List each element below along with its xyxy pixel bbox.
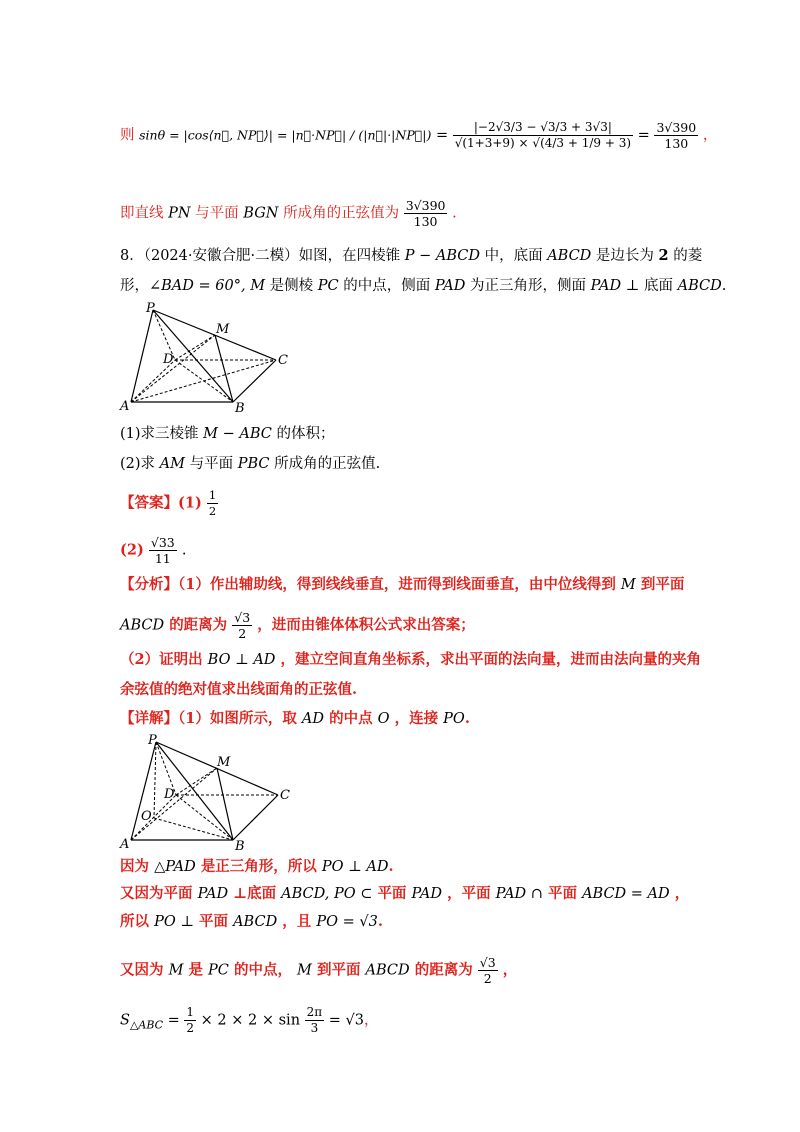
- detail-text: ，平面: [447, 885, 491, 902]
- answer-1-value: [207, 488, 218, 519]
- area-end: ，: [364, 1012, 379, 1029]
- answer-1-num: 1: [208, 488, 217, 502]
- label-b: B: [235, 401, 245, 415]
- side-length: 2: [658, 247, 669, 264]
- detail-text: （1）如图所示，取: [178, 710, 297, 727]
- sine-formula-line: 则 sinθ = |cos⟨n⃗, NP⃗⟩| = |n⃗·NP⃗| / (|n⃗|·|NP⃗|) = $\frac{|-2√3/3 - √3/3 + 3√3|}{√(1+3+9) \times √(4/3 + 1/9 + 3)}$ = $\frac{3√390}{130}$ ，: [120, 120, 718, 151]
- analysis-text: ，建立空间直角坐标系，求出平面的法向量，进而由法向量的夹角: [280, 651, 701, 668]
- detail-text: 平面: [377, 885, 407, 902]
- analysis-text: （2）证明出: [120, 651, 203, 668]
- pyramid-figure-1: [118, 300, 298, 415]
- answer-2-value: [149, 535, 177, 566]
- detail-text: .: [464, 710, 470, 727]
- edge-bc: [233, 360, 276, 402]
- analysis-line-3: [120, 650, 701, 670]
- face-pad: PAD: [197, 886, 229, 902]
- detail-text: 平面: [548, 885, 577, 902]
- distance-num: √3: [479, 955, 496, 970]
- answer-tag: 【答案】: [120, 494, 178, 512]
- label-o: O: [141, 809, 152, 824]
- problem-text: 是边长为: [595, 248, 654, 264]
- question-2: [120, 454, 380, 474]
- problem-text: .: [721, 278, 727, 294]
- distance-num: √3: [234, 610, 251, 625]
- edge-pa: [131, 742, 156, 840]
- distance-den: 2: [483, 971, 492, 986]
- detail-text: 的中点: [329, 710, 373, 727]
- po-perp: PO ⊥: [154, 914, 194, 930]
- detail-text: 是: [188, 961, 203, 979]
- sine-result-den: 130: [664, 136, 689, 151]
- segment-am: [131, 335, 215, 402]
- conclusion-text: 即直线: [120, 205, 164, 222]
- conclusion-line: [120, 198, 457, 229]
- analysis-line-2: [120, 610, 475, 641]
- point-o: O: [377, 711, 390, 727]
- base-name: ABCD: [365, 962, 410, 979]
- segment-dm: [176, 768, 217, 795]
- point-m: M: [168, 962, 184, 979]
- edge-pa: [131, 310, 153, 402]
- distance-m-value: [478, 955, 498, 986]
- segment-am-label: AM: [159, 456, 185, 472]
- label-c: C: [280, 788, 290, 803]
- segment-po: [154, 742, 156, 818]
- detail-line-5: [120, 955, 517, 986]
- label-m: M: [216, 322, 230, 337]
- detail-text: 又因为平面: [120, 885, 193, 902]
- plane-pbc: PBC: [237, 456, 270, 472]
- answer-1-prefix: (1): [178, 494, 202, 512]
- detail-text: .: [388, 858, 394, 875]
- base-name: ABCD: [233, 914, 278, 930]
- pyramid-name: P − ABCD: [404, 248, 480, 264]
- label-m: M: [217, 755, 231, 770]
- area-subscript: △ABC: [129, 1018, 164, 1032]
- detail-line-4: [120, 912, 383, 932]
- detail-text: ，连接: [394, 710, 439, 727]
- label-p: P: [146, 301, 155, 316]
- angle-den: 3: [310, 1021, 319, 1035]
- problem-text: 的中点，侧面: [343, 278, 431, 294]
- point-m: M: [297, 962, 312, 979]
- answer-2-num: √33: [150, 535, 175, 550]
- pyramid-figure-2: [118, 732, 298, 857]
- conclusion-value: [404, 198, 448, 229]
- analysis-text: 余弦值的绝对值求出线面角的正弦值.: [120, 681, 358, 698]
- conclusion-end: .: [452, 205, 457, 222]
- problem-text: 形，: [120, 278, 149, 294]
- po-perp-ad: PO ⊥ AD: [321, 859, 389, 875]
- conclusion-num: 3√390: [405, 198, 446, 213]
- analysis-text: 到平面: [640, 576, 685, 593]
- sine-big-fraction: [453, 120, 633, 151]
- sine-prefix: 则: [120, 127, 135, 144]
- analysis-distance: [232, 610, 252, 641]
- question-text: (2)求: [120, 456, 156, 472]
- edge-bc: [233, 795, 278, 840]
- po-length: PO = √3: [316, 914, 378, 930]
- detail-text: 的中点，: [233, 961, 292, 979]
- detail-text: 到平面: [316, 961, 361, 979]
- detail-text: ⊥底面: [233, 885, 277, 902]
- detail-line-3: [120, 884, 689, 904]
- detail-text: .: [377, 913, 383, 930]
- conclusion-text: 与平面: [195, 205, 239, 222]
- problem-line-1: [120, 246, 702, 266]
- sine-denominator: √(1+3+9) × √(4/3 + 1/9 + 3): [454, 136, 632, 150]
- detail-line-6: [120, 1005, 379, 1036]
- line-pn: PN: [168, 205, 191, 222]
- detail-text: 因为: [120, 858, 149, 875]
- detail-text: 又因为: [120, 961, 164, 979]
- problem-number: 8．: [120, 248, 144, 264]
- half-fraction: [184, 1005, 196, 1036]
- detail-text: ，且: [282, 913, 312, 930]
- problem-text: 的菱: [673, 248, 703, 264]
- area-result: = √3: [328, 1012, 365, 1029]
- answer-2-end: .: [181, 542, 187, 559]
- detail-text: 是正三角形，所以: [200, 858, 317, 875]
- angle-fraction: [305, 1005, 325, 1036]
- answer-line-2: [120, 535, 186, 566]
- tetra-name: M − ABC: [203, 426, 272, 442]
- analysis-tag: 【分析】: [120, 576, 178, 593]
- label-p: P: [148, 733, 157, 748]
- conclusion-text: 所成角的正弦值为: [283, 205, 400, 222]
- detail-text: 平面: [199, 913, 229, 930]
- label-a: A: [120, 837, 130, 852]
- angle-num: 2π: [306, 1005, 323, 1019]
- point-m: M: [620, 577, 636, 593]
- sine-result: [654, 120, 698, 151]
- sine-numerator: |−2√3/3 − √3/3 + 3√3|: [453, 120, 633, 136]
- label-a: A: [120, 399, 130, 414]
- question-text: 的体积；: [276, 426, 335, 442]
- base-name: ABCD: [677, 278, 722, 294]
- plane-abcd: ABCD: [120, 617, 165, 634]
- problem-text: 中，底面: [484, 248, 543, 264]
- question-text: 所成角的正弦值.: [274, 456, 381, 472]
- analysis-text: （1）作出辅助线，得到线线垂直，进而得到线面垂直，由中位线得到: [178, 576, 616, 593]
- segment-po: PO: [443, 711, 465, 727]
- answer-2-prefix: (2): [120, 541, 144, 559]
- conclusion-den: 130: [413, 214, 438, 229]
- sine-suffix: ，: [702, 127, 718, 144]
- problem-source: （2024·安徽合肥·二模）: [143, 248, 299, 264]
- problem-text: 底面: [643, 278, 673, 294]
- face-pad: PAD: [411, 886, 443, 902]
- edge-pc-label: PC: [208, 962, 229, 979]
- detail-line-2: [120, 857, 394, 877]
- label-d: D: [164, 787, 175, 802]
- label-b: B: [235, 839, 245, 854]
- answer-line-1: [120, 488, 218, 519]
- face-pad: PAD: [434, 278, 466, 294]
- area-symbol: S: [120, 1012, 130, 1029]
- face-pad-intersect: PAD ∩: [495, 886, 543, 902]
- problem-text: 如图，在四棱锥: [298, 248, 401, 264]
- question-text: (1)求三棱锥: [120, 426, 199, 442]
- problem-line-2: [120, 276, 726, 296]
- detail-text: ，: [674, 885, 690, 902]
- problem-text: 为正三角形，侧面: [469, 278, 586, 294]
- detail-text: 所以: [120, 913, 149, 930]
- detail-line-1: [120, 709, 470, 729]
- half-num: 1: [186, 1005, 195, 1019]
- analysis-text: ，进而由锥体体积公式求出答案；: [257, 616, 475, 634]
- half-den: 2: [186, 1021, 195, 1035]
- question-1: [120, 424, 334, 444]
- bo-perp-ad: BO ⊥ AD: [207, 652, 276, 668]
- plane-bgn: BGN: [243, 205, 279, 222]
- intersection-ad: ABCD = AD: [582, 886, 670, 902]
- analysis-line-4: [120, 680, 357, 700]
- detail-tag: 【详解】: [120, 710, 178, 727]
- analysis-text: 的距离为: [169, 616, 228, 634]
- perp-relation: PAD ⊥: [590, 278, 640, 294]
- answer-2-den: 11: [154, 551, 171, 566]
- segment-ad: AD: [301, 711, 325, 727]
- detail-text: ，: [502, 961, 518, 979]
- sine-lhs: sinθ = |cos⟨n⃗, NP⃗⟩| = |n⃗·NP⃗| / (|n⃗|·|NP⃗|): [139, 127, 432, 143]
- label-c: C: [278, 353, 288, 368]
- edge-pc: PC: [317, 278, 339, 294]
- label-d: D: [163, 352, 174, 367]
- detail-text: 的距离为: [414, 961, 473, 979]
- sine-result-num: 3√390: [656, 120, 697, 135]
- distance-den: 2: [238, 626, 247, 641]
- base-and-po: ABCD, PO ⊂: [281, 886, 373, 902]
- problem-text: 是侧棱: [269, 278, 314, 294]
- area-product: × 2 × 2 × sin: [200, 1012, 301, 1029]
- equals: =: [167, 1012, 180, 1029]
- angle-bad: ∠BAD = 60°, M: [149, 278, 266, 294]
- answer-1-den: 2: [208, 504, 217, 518]
- segment-dm: [175, 335, 215, 360]
- question-text: 与平面: [189, 456, 234, 472]
- analysis-line-1: [120, 575, 684, 595]
- triangle-pad: △PAD: [154, 859, 196, 875]
- base-name: ABCD: [547, 248, 592, 264]
- segment-ob: [154, 818, 233, 840]
